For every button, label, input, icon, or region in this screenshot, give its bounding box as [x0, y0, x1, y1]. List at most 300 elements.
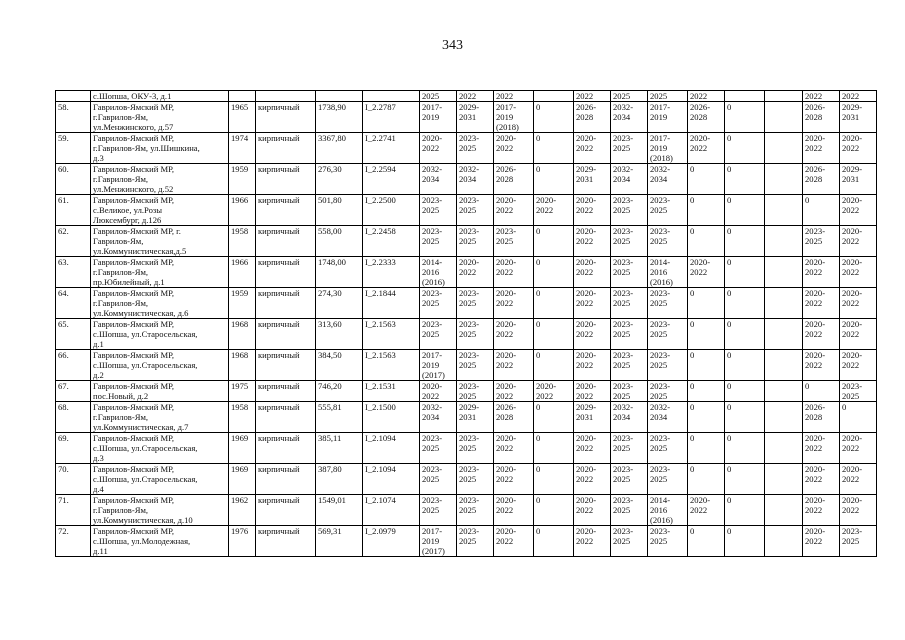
cell-period-11: 2026- 2028 [803, 402, 840, 433]
cell-period-12: 0 [840, 402, 877, 433]
cell-wall-material: кирпичный [256, 464, 316, 495]
cell-period-3: 2020- 2022 [494, 495, 534, 526]
cell-row-number: 61. [56, 195, 91, 226]
cell-period-5: 2020- 2022 [574, 257, 611, 288]
cell-period-1: 2020- 2022 [420, 133, 457, 164]
cell-period-10 [765, 464, 803, 495]
cell-period-1: 2023- 2025 [420, 464, 457, 495]
cell-period-9: 0 [725, 319, 765, 350]
cell-area: 1748,00 [316, 257, 363, 288]
cell-period-5: 2020- 2022 [574, 133, 611, 164]
cell-area: 555,81 [316, 402, 363, 433]
cell-period-6: 2023- 2025 [611, 319, 648, 350]
cell-wall-material: кирпичный [256, 226, 316, 257]
table-row [56, 526, 877, 557]
cell-period-3: 2020- 2022 [494, 433, 534, 464]
cell-period-4: 0 [534, 319, 574, 350]
cell-period-1: 2023- 2025 [420, 319, 457, 350]
cell-period-7: 2023- 2025 [648, 288, 688, 319]
cell-period-2: 2022 [457, 91, 494, 102]
table-row [56, 464, 877, 495]
cell-period-12: 2029- 2031 [840, 164, 877, 195]
cell-period-12: 2023- 2025 [840, 381, 877, 402]
cell-period-1: 2014- 2016 (2016) [420, 257, 457, 288]
cell-period-6: 2023- 2025 [611, 257, 648, 288]
cell-period-9: 0 [725, 195, 765, 226]
cell-area: 1738,90 [316, 102, 363, 133]
cell-year-built: 1965 [229, 102, 256, 133]
cell-period-1: 2023- 2025 [420, 433, 457, 464]
cell-period-9: 0 [725, 257, 765, 288]
cell-year-built [229, 91, 256, 102]
cell-period-6: 2023- 2025 [611, 464, 648, 495]
cell-area: 385,11 [316, 433, 363, 464]
cell-period-8: 2022 [688, 91, 725, 102]
cell-period-12: 2020- 2022 [840, 288, 877, 319]
cell-period-3: 2020- 2022 [494, 319, 534, 350]
cell-id-code: I_2.1094 [363, 433, 420, 464]
cell-period-12: 2020- 2022 [840, 464, 877, 495]
cell-period-1: 2023- 2025 [420, 195, 457, 226]
cell-period-9: 0 [725, 402, 765, 433]
cell-period-8: 2020- 2022 [688, 495, 725, 526]
table-row [56, 381, 877, 402]
cell-period-2: 2023- 2025 [457, 195, 494, 226]
cell-period-9: 0 [725, 288, 765, 319]
cell-row-number: 66. [56, 350, 91, 381]
cell-period-11: 2026- 2028 [803, 102, 840, 133]
cell-period-5: 2020- 2022 [574, 350, 611, 381]
cell-period-7: 2023- 2025 [648, 464, 688, 495]
cell-period-6: 2032- 2034 [611, 402, 648, 433]
cell-period-10 [765, 433, 803, 464]
cell-period-12: 2020- 2022 [840, 495, 877, 526]
cell-period-11: 2020- 2022 [803, 350, 840, 381]
cell-wall-material: кирпичный [256, 402, 316, 433]
cell-period-1: 2017- 2019 [420, 102, 457, 133]
table-row [56, 288, 877, 319]
cell-period-7: 2023- 2025 [648, 226, 688, 257]
cell-wall-material: кирпичный [256, 195, 316, 226]
cell-period-5: 2020- 2022 [574, 464, 611, 495]
cell-period-2: 2023- 2025 [457, 433, 494, 464]
cell-period-6: 2023- 2025 [611, 350, 648, 381]
cell-address: Гаврилов-Ямский МР, с.Шопша, ул.Молодежная, д.11 [91, 526, 229, 557]
cell-row-number: 63. [56, 257, 91, 288]
cell-period-4: 0 [534, 526, 574, 557]
cell-period-7: 2023- 2025 [648, 433, 688, 464]
cell-period-12: 2020- 2022 [840, 350, 877, 381]
cell-period-1: 2017- 2019 (2017) [420, 350, 457, 381]
cell-period-5: 2020- 2022 [574, 319, 611, 350]
cell-period-8: 0 [688, 381, 725, 402]
table-row [56, 102, 877, 133]
cell-address: Гаврилов-Ямский МР, г.Гаврилов-Ям, ул.Шишкина, д.3 [91, 133, 229, 164]
cell-period-11: 2026- 2028 [803, 164, 840, 195]
cell-period-5: 2020- 2022 [574, 195, 611, 226]
cell-period-9: 0 [725, 464, 765, 495]
cell-wall-material: кирпичный [256, 102, 316, 133]
cell-period-11: 2020- 2022 [803, 495, 840, 526]
cell-period-10 [765, 319, 803, 350]
cell-period-7: 2023- 2025 [648, 195, 688, 226]
cell-period-1: 2023- 2025 [420, 288, 457, 319]
cell-period-9: 0 [725, 226, 765, 257]
cell-period-11: 2020- 2022 [803, 433, 840, 464]
cell-period-1: 2025 [420, 91, 457, 102]
cell-period-12: 2020- 2022 [840, 226, 877, 257]
cell-address: Гаврилов-Ямский МР, г. Гаврилов-Ям, ул.Коммунистическая,д.5 [91, 226, 229, 257]
cell-period-4: 0 [534, 164, 574, 195]
cell-period-3: 2020- 2022 [494, 257, 534, 288]
cell-period-3: 2022 [494, 91, 534, 102]
cell-year-built: 1962 [229, 495, 256, 526]
cell-period-5: 2020- 2022 [574, 526, 611, 557]
cell-period-6: 2023- 2025 [611, 433, 648, 464]
cell-period-12: 2020- 2022 [840, 319, 877, 350]
cell-period-2: 2023- 2025 [457, 133, 494, 164]
cell-id-code: I_2.1500 [363, 402, 420, 433]
cell-period-2: 2023- 2025 [457, 495, 494, 526]
cell-row-number: 72. [56, 526, 91, 557]
cell-area: 274,30 [316, 288, 363, 319]
cell-year-built: 1958 [229, 402, 256, 433]
cell-period-9: 0 [725, 495, 765, 526]
table-row [56, 226, 877, 257]
cell-id-code: I_2.1074 [363, 495, 420, 526]
cell-period-12: 2022 [840, 91, 877, 102]
cell-id-code [363, 91, 420, 102]
cell-id-code: I_2.1563 [363, 319, 420, 350]
cell-period-4: 0 [534, 133, 574, 164]
cell-area: 558,00 [316, 226, 363, 257]
cell-address: Гаврилов-Ямский МР, с.Шопша, ул.Старосельская, д.1 [91, 319, 229, 350]
cell-period-6: 2023- 2025 [611, 195, 648, 226]
cell-period-11: 2020- 2022 [803, 133, 840, 164]
cell-row-number: 60. [56, 164, 91, 195]
table-row [56, 133, 877, 164]
cell-area: 384,50 [316, 350, 363, 381]
cell-period-7: 2032- 2034 [648, 402, 688, 433]
cell-id-code: I_2.2458 [363, 226, 420, 257]
cell-period-8: 0 [688, 464, 725, 495]
cell-area: 387,80 [316, 464, 363, 495]
cell-row-number: 65. [56, 319, 91, 350]
cell-row-number: 59. [56, 133, 91, 164]
cell-period-11: 0 [803, 381, 840, 402]
cell-area: 569,31 [316, 526, 363, 557]
cell-period-11: 2020- 2022 [803, 288, 840, 319]
cell-period-10 [765, 257, 803, 288]
cell-year-built: 1976 [229, 526, 256, 557]
table-row [56, 402, 877, 433]
cell-wall-material: кирпичный [256, 350, 316, 381]
cell-id-code: I_2.2594 [363, 164, 420, 195]
cell-period-8: 0 [688, 164, 725, 195]
cell-period-2: 2023- 2025 [457, 226, 494, 257]
cell-period-3: 2020- 2022 [494, 526, 534, 557]
cell-period-4: 2020- 2022 [534, 381, 574, 402]
cell-period-9: 0 [725, 164, 765, 195]
cell-period-7: 2023- 2025 [648, 350, 688, 381]
cell-year-built: 1968 [229, 319, 256, 350]
cell-period-3: 2020- 2022 [494, 288, 534, 319]
cell-period-7: 2014- 2016 (2016) [648, 257, 688, 288]
cell-period-2: 2023- 2025 [457, 319, 494, 350]
cell-id-code: I_2.1094 [363, 464, 420, 495]
cell-row-number: 67. [56, 381, 91, 402]
cell-period-8: 0 [688, 288, 725, 319]
cell-period-7: 2017- 2019 [648, 102, 688, 133]
cell-period-8: 0 [688, 226, 725, 257]
cell-address: с.Шопша, ОКУ-3, д.1 [91, 91, 229, 102]
cell-period-4: 0 [534, 350, 574, 381]
cell-period-4: 0 [534, 288, 574, 319]
cell-period-11: 2020- 2022 [803, 257, 840, 288]
cell-period-6: 2023- 2025 [611, 526, 648, 557]
cell-period-11: 2020- 2022 [803, 526, 840, 557]
cell-year-built: 1959 [229, 164, 256, 195]
cell-period-7: 2017- 2019 (2018) [648, 133, 688, 164]
cell-period-12: 2029- 2031 [840, 102, 877, 133]
cell-period-5: 2029- 2031 [574, 164, 611, 195]
cell-address: Гаврилов-Ямский МР, г.Гаврилов-Ям, ул.Коммунистическая, д.10 [91, 495, 229, 526]
cell-period-8: 0 [688, 402, 725, 433]
cell-period-8: 2020- 2022 [688, 133, 725, 164]
cell-year-built: 1959 [229, 288, 256, 319]
cell-row-number: 58. [56, 102, 91, 133]
cell-period-5: 2020- 2022 [574, 495, 611, 526]
cell-area: 276,30 [316, 164, 363, 195]
cell-period-6: 2023- 2025 [611, 133, 648, 164]
table-row [56, 91, 877, 102]
cell-address: Гаврилов-Ямский МР, г.Гаврилов-Ям, ул.Коммунистическая, д.6 [91, 288, 229, 319]
cell-period-10 [765, 526, 803, 557]
cell-period-10 [765, 133, 803, 164]
cell-period-2: 2023- 2025 [457, 464, 494, 495]
cell-year-built: 1975 [229, 381, 256, 402]
cell-period-4: 2020- 2022 [534, 195, 574, 226]
cell-period-6: 2023- 2025 [611, 288, 648, 319]
cell-period-6: 2025 [611, 91, 648, 102]
cell-id-code: I_2.2500 [363, 195, 420, 226]
cell-address: Гаврилов-Ямский МР, с.Шопша, ул.Старосельская, д.2 [91, 350, 229, 381]
cell-period-8: 2020- 2022 [688, 257, 725, 288]
cell-period-2: 2023- 2025 [457, 350, 494, 381]
cell-period-11: 0 [803, 195, 840, 226]
table-row [56, 350, 877, 381]
cell-period-3: 2020- 2022 [494, 350, 534, 381]
cell-year-built: 1969 [229, 464, 256, 495]
cell-period-10 [765, 381, 803, 402]
cell-year-built: 1974 [229, 133, 256, 164]
cell-period-12: 2020- 2022 [840, 433, 877, 464]
table-row [56, 319, 877, 350]
cell-row-number: 69. [56, 433, 91, 464]
cell-wall-material: кирпичный [256, 133, 316, 164]
cell-period-11: 2020- 2022 [803, 319, 840, 350]
cell-period-1: 2017- 2019 (2017) [420, 526, 457, 557]
cell-period-5: 2020- 2022 [574, 288, 611, 319]
cell-period-7: 2023- 2025 [648, 381, 688, 402]
cell-period-6: 2032- 2034 [611, 102, 648, 133]
cell-address: Гаврилов-Ямский МР, с.Шопша, ул.Старосельская, д.3 [91, 433, 229, 464]
cell-period-7: 2032- 2034 [648, 164, 688, 195]
cell-wall-material: кирпичный [256, 495, 316, 526]
cell-period-1: 2032- 2034 [420, 402, 457, 433]
cell-period-11: 2022 [803, 91, 840, 102]
cell-period-5: 2020- 2022 [574, 226, 611, 257]
cell-period-12: 2020- 2022 [840, 257, 877, 288]
cell-period-10 [765, 495, 803, 526]
cell-period-4: 0 [534, 433, 574, 464]
cell-period-4: 0 [534, 495, 574, 526]
cell-period-9 [725, 91, 765, 102]
cell-period-4: 0 [534, 402, 574, 433]
table-row [56, 257, 877, 288]
cell-id-code: I_2.1844 [363, 288, 420, 319]
cell-period-4: 0 [534, 464, 574, 495]
cell-period-5: 2020- 2022 [574, 381, 611, 402]
cell-row-number: 64. [56, 288, 91, 319]
cell-address: Гаврилов-Ямский МР, г.Гаврилов-Ям, пр.Юбилейный, д.1 [91, 257, 229, 288]
cell-period-1: 2032- 2034 [420, 164, 457, 195]
cell-period-10 [765, 402, 803, 433]
cell-period-3: 2020- 2022 [494, 133, 534, 164]
cell-period-2: 2023- 2025 [457, 288, 494, 319]
table-row [56, 495, 877, 526]
cell-period-3: 2020- 2022 [494, 381, 534, 402]
cell-row-number: 62. [56, 226, 91, 257]
page-number: 343 [442, 38, 463, 53]
cell-period-10 [765, 164, 803, 195]
cell-period-10 [765, 91, 803, 102]
cell-period-7: 2025 [648, 91, 688, 102]
cell-period-10 [765, 226, 803, 257]
cell-year-built: 1966 [229, 257, 256, 288]
cell-period-4 [534, 91, 574, 102]
cell-period-3: 2017- 2019 (2018) [494, 102, 534, 133]
cell-period-5: 2029- 2031 [574, 402, 611, 433]
cell-period-10 [765, 288, 803, 319]
cell-wall-material: кирпичный [256, 319, 316, 350]
cell-period-2: 2029- 2031 [457, 402, 494, 433]
cell-period-4: 0 [534, 102, 574, 133]
cell-row-number: 70. [56, 464, 91, 495]
cell-period-12: 2020- 2022 [840, 195, 877, 226]
cell-period-1: 2020- 2022 [420, 381, 457, 402]
cell-id-code: I_2.2741 [363, 133, 420, 164]
cell-period-5: 2020- 2022 [574, 433, 611, 464]
cell-period-1: 2023- 2025 [420, 495, 457, 526]
cell-year-built: 1968 [229, 350, 256, 381]
cell-period-2: 2023- 2025 [457, 526, 494, 557]
table-row [56, 433, 877, 464]
cell-id-code: I_2.0979 [363, 526, 420, 557]
cell-period-8: 2026- 2028 [688, 102, 725, 133]
cell-address: Гаврилов-Ямский МР, с.Шопша, ул.Старосельская, д.4 [91, 464, 229, 495]
cell-year-built: 1966 [229, 195, 256, 226]
cell-period-4: 0 [534, 257, 574, 288]
cell-period-12: 2020- 2022 [840, 133, 877, 164]
cell-period-2: 2023- 2025 [457, 381, 494, 402]
cell-period-11: 2023- 2025 [803, 226, 840, 257]
cell-area: 746,20 [316, 381, 363, 402]
cell-id-code: I_2.2333 [363, 257, 420, 288]
cell-period-3: 2023- 2025 [494, 226, 534, 257]
cell-address: Гаврилов-Ямский МР, г.Гаврилов-Ям, ул.Менжинского, д.52 [91, 164, 229, 195]
cell-area: 1549,01 [316, 495, 363, 526]
cell-period-5: 2026- 2028 [574, 102, 611, 133]
cell-period-10 [765, 350, 803, 381]
cell-period-2: 2029- 2031 [457, 102, 494, 133]
cell-area: 313,60 [316, 319, 363, 350]
cell-period-6: 2023- 2025 [611, 381, 648, 402]
cell-wall-material: кирпичный [256, 381, 316, 402]
cell-period-6: 2032- 2034 [611, 164, 648, 195]
cell-id-code: I_2.2787 [363, 102, 420, 133]
cell-wall-material [256, 91, 316, 102]
cell-period-9: 0 [725, 350, 765, 381]
cell-address: Гаврилов-Ямский МР, с.Великое, ул.Розы Люксембург, д.126 [91, 195, 229, 226]
cell-period-9: 0 [725, 102, 765, 133]
cell-wall-material: кирпичный [256, 526, 316, 557]
cell-period-10 [765, 195, 803, 226]
cell-period-3: 2020- 2022 [494, 464, 534, 495]
cell-period-6: 2023- 2025 [611, 226, 648, 257]
cell-period-9: 0 [725, 526, 765, 557]
cell-period-5: 2022 [574, 91, 611, 102]
cell-period-2: 2020- 2022 [457, 257, 494, 288]
cell-row-number: 71. [56, 495, 91, 526]
cell-wall-material: кирпичный [256, 433, 316, 464]
cell-period-9: 0 [725, 133, 765, 164]
cell-period-9: 0 [725, 433, 765, 464]
cell-period-8: 0 [688, 433, 725, 464]
cell-address: Гаврилов-Ямский МР, пос.Новый, д.2 [91, 381, 229, 402]
cell-period-4: 0 [534, 226, 574, 257]
cell-id-code: I_2.1531 [363, 381, 420, 402]
cell-period-6: 2023- 2025 [611, 495, 648, 526]
housing-repair-table [55, 90, 877, 557]
cell-period-3: 2026- 2028 [494, 402, 534, 433]
cell-period-2: 2032- 2034 [457, 164, 494, 195]
cell-period-1: 2023- 2025 [420, 226, 457, 257]
cell-period-10 [765, 102, 803, 133]
cell-id-code: I_2.1563 [363, 350, 420, 381]
cell-period-11: 2020- 2022 [803, 464, 840, 495]
cell-row-number: 68. [56, 402, 91, 433]
cell-period-7: 2023- 2025 [648, 526, 688, 557]
cell-period-7: 2014- 2016 (2016) [648, 495, 688, 526]
cell-area: 3367,80 [316, 133, 363, 164]
cell-period-3: 2026- 2028 [494, 164, 534, 195]
table-row [56, 164, 877, 195]
cell-period-12: 2023- 2025 [840, 526, 877, 557]
cell-wall-material: кирпичный [256, 288, 316, 319]
cell-period-9: 0 [725, 381, 765, 402]
cell-year-built: 1969 [229, 433, 256, 464]
cell-area [316, 91, 363, 102]
cell-period-7: 2023- 2025 [648, 319, 688, 350]
cell-address: Гаврилов-Ямский МР, г.Гаврилов-Ям, ул.Коммунистическая, д.7 [91, 402, 229, 433]
cell-period-8: 0 [688, 350, 725, 381]
cell-address: Гаврилов-Ямский МР, г.Гаврилов-Ям, ул.Менжинского, д.57 [91, 102, 229, 133]
cell-wall-material: кирпичный [256, 257, 316, 288]
cell-period-8: 0 [688, 319, 725, 350]
cell-year-built: 1958 [229, 226, 256, 257]
cell-period-3: 2020- 2022 [494, 195, 534, 226]
